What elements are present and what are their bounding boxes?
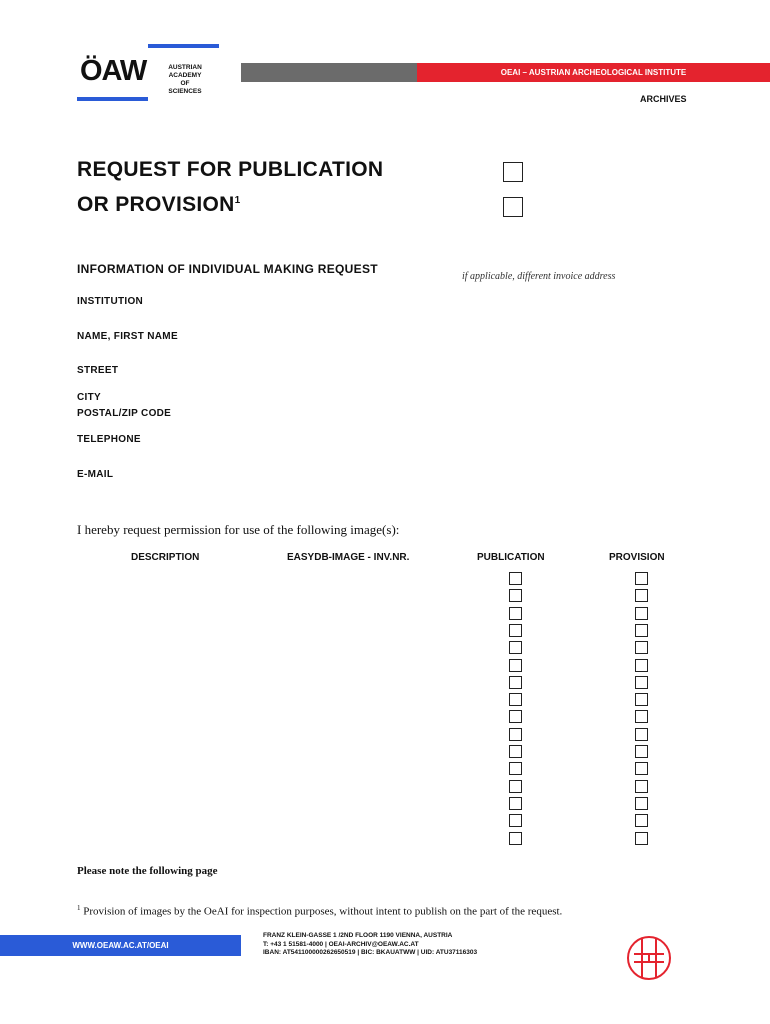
column-description: DESCRIPTION [131, 552, 200, 563]
provision-checkbox[interactable] [503, 197, 523, 217]
footer-url[interactable]: WWW.OEAW.AC.AT/OEAI [0, 935, 241, 956]
publication-row-checkbox[interactable] [509, 780, 522, 793]
publication-row-checkbox[interactable] [509, 607, 522, 620]
field-email: E-MAIL [77, 469, 114, 480]
institute-banner: OEAI – AUSTRIAN ARCHEOLOGICAL INSTITUTE [417, 63, 770, 82]
provision-row-checkbox[interactable] [635, 676, 648, 689]
publication-row-checkbox[interactable] [509, 814, 522, 827]
field-street: STREET [77, 365, 119, 376]
publication-row-checkbox[interactable] [509, 728, 522, 741]
column-provision: PROVISION [609, 552, 665, 563]
requester-heading: INFORMATION OF INDIVIDUAL MAKING REQUEST [77, 262, 378, 276]
department-label: ARCHIVES [640, 94, 687, 104]
publication-row-checkbox[interactable] [509, 641, 522, 654]
provision-row-checkbox[interactable] [635, 832, 648, 845]
oaw-logo: ÖAW [80, 55, 147, 87]
provision-row-checkbox[interactable] [635, 659, 648, 672]
provision-row-checkbox[interactable] [635, 780, 648, 793]
provision-row-checkbox[interactable] [635, 589, 648, 602]
column-publication: PUBLICATION [477, 552, 545, 563]
provision-row-checkbox[interactable] [635, 814, 648, 827]
provision-row-checkbox[interactable] [635, 624, 648, 637]
field-postal-code: POSTAL/ZIP CODE [77, 408, 172, 419]
invoice-address-note: if applicable, different invoice address [462, 271, 616, 282]
publication-checkbox[interactable] [503, 162, 523, 182]
logo-accent-top [148, 44, 219, 48]
logo-accent-bottom [77, 97, 148, 101]
title-line-1: REQUEST FOR PUBLICATION [77, 158, 384, 181]
request-intro: I hereby request permission for use of the following image(s): [77, 522, 400, 537]
field-name: NAME, FIRST NAME [77, 331, 178, 342]
provision-row-checkbox[interactable] [635, 745, 648, 758]
publication-row-checkbox[interactable] [509, 745, 522, 758]
provision-row-checkbox[interactable] [635, 797, 648, 810]
publication-row-checkbox[interactable] [509, 589, 522, 602]
provision-row-checkbox[interactable] [635, 693, 648, 706]
publication-row-checkbox[interactable] [509, 676, 522, 689]
header-grey-bar [241, 63, 417, 82]
field-institution: INSTITUTION [77, 296, 144, 307]
logo-subtitle: AUSTRIAN ACADEMY OF SCIENCES [168, 64, 202, 95]
provision-row-checkbox[interactable] [635, 607, 648, 620]
provision-row-checkbox[interactable] [635, 728, 648, 741]
field-telephone: TELEPHONE [77, 434, 141, 445]
footnote: $^1$ Provision of images by the OeAI for inspection purposes, without intent to publish on the part of the request. [77, 904, 563, 918]
publication-row-checkbox[interactable] [509, 624, 522, 637]
provision-row-checkbox[interactable] [635, 572, 648, 585]
provision-row-checkbox[interactable] [635, 762, 648, 775]
provision-row-checkbox[interactable] [635, 641, 648, 654]
oeai-seal-icon [625, 934, 673, 982]
publication-row-checkbox[interactable] [509, 693, 522, 706]
column-inventory-number: EASYDB-IMAGE - INV.NR. [287, 552, 410, 563]
publication-row-checkbox[interactable] [509, 832, 522, 845]
publication-row-checkbox[interactable] [509, 659, 522, 672]
provision-row-checkbox[interactable] [635, 710, 648, 723]
publication-row-checkbox[interactable] [509, 710, 522, 723]
footer-address: FRANZ KLEIN-GASSE 1 /2ND FLOOR 1190 VIENNA, AUSTRIA T: +43 1 51581-4000 | OEAI-ARCHIV@OEAW.AC.AT IBAN: AT541100000262650519 | BIC: BKAUATWW | UID: ATU37116303 [263, 932, 478, 956]
publication-row-checkbox[interactable] [509, 762, 522, 775]
note-following-page: Please note the following page [77, 865, 218, 877]
publication-row-checkbox[interactable] [509, 797, 522, 810]
title-line-2: OR PROVISION$^1$ [77, 193, 241, 216]
publication-row-checkbox[interactable] [509, 572, 522, 585]
field-city: CITY [77, 392, 101, 403]
